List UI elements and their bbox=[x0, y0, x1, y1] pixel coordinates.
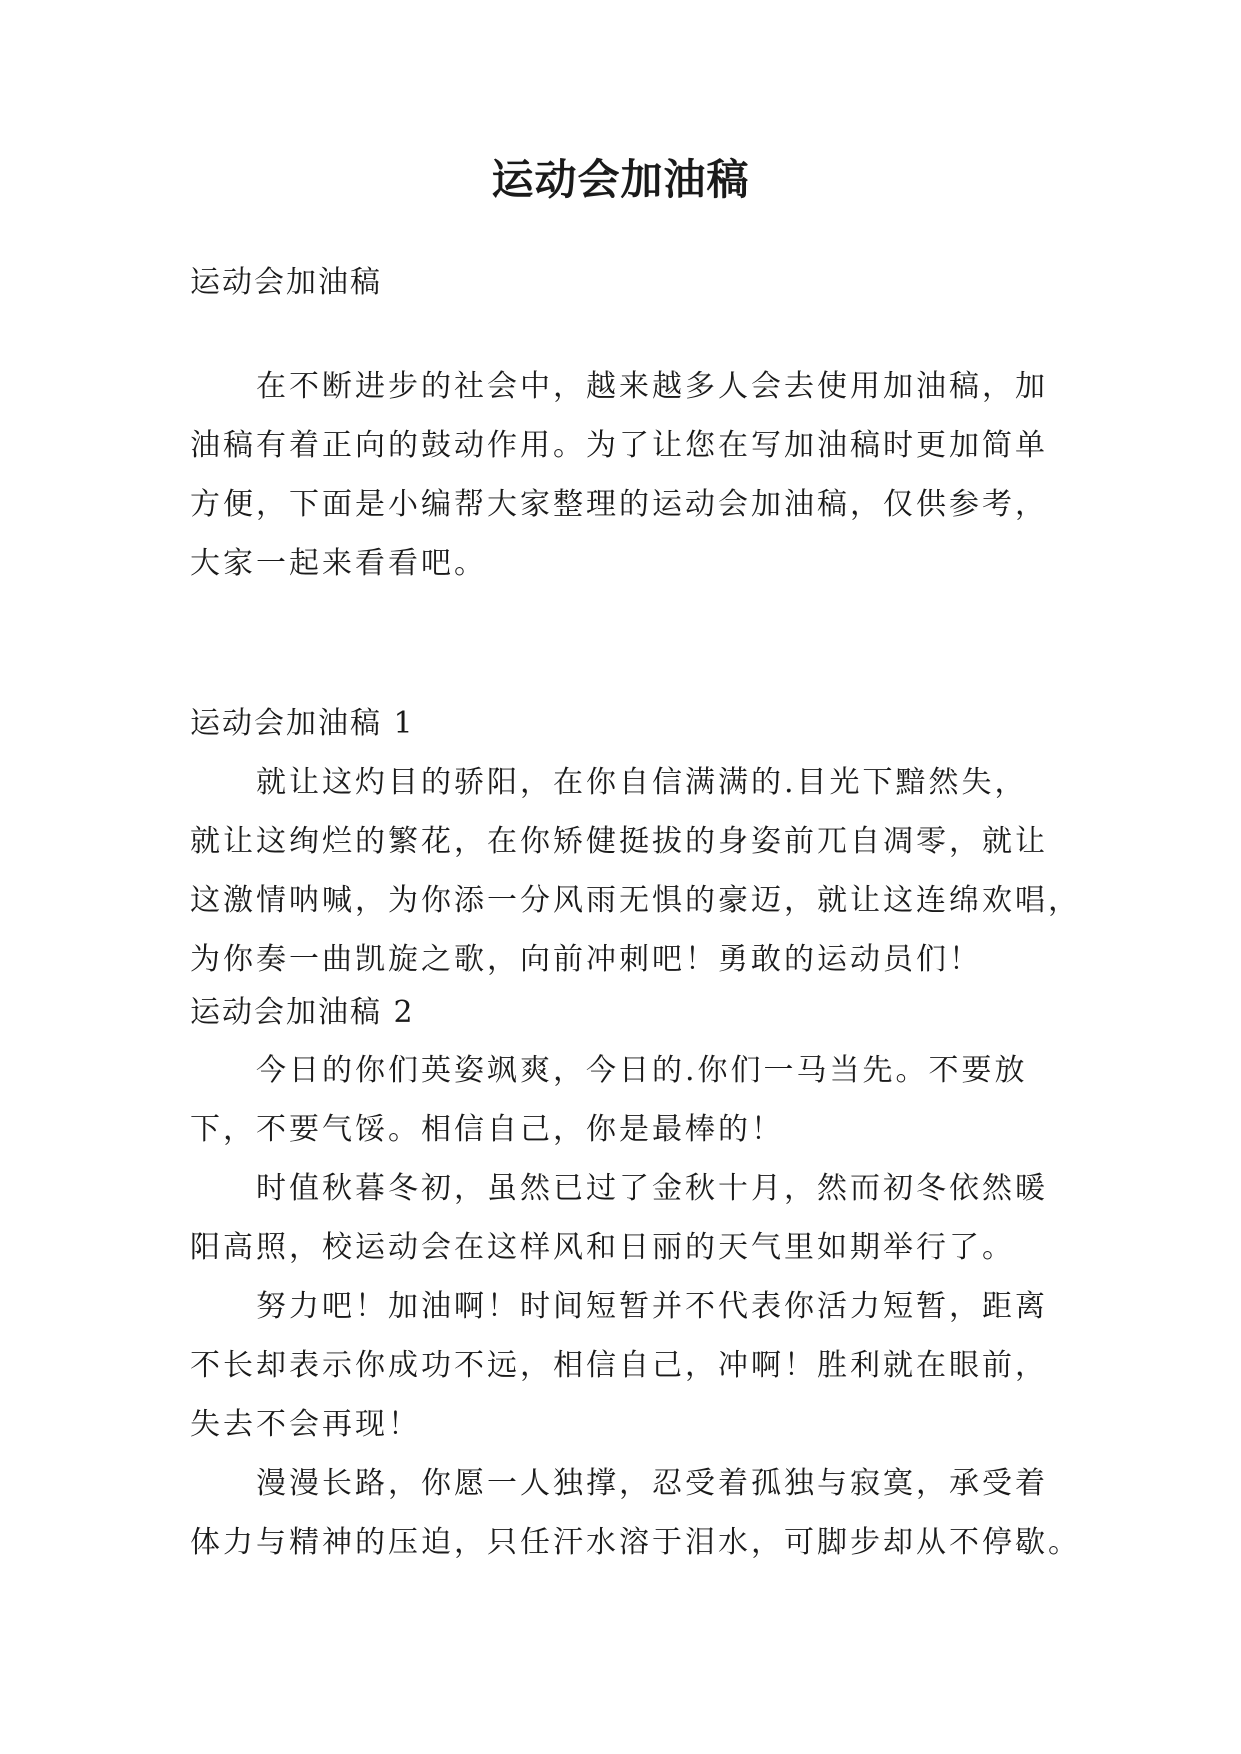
section2-para1-line: 下，不要气馁。相信自己，你是最棒的！ bbox=[190, 1112, 784, 1147]
section1-heading: 运动会加油稿 1 bbox=[190, 706, 415, 741]
section2-para1-line: 今日的你们英姿飒爽，今日的.你们一马当先。不要放 bbox=[256, 1053, 1028, 1088]
intro-line: 大家一起来看看吧。 bbox=[190, 546, 487, 581]
section2-para3-line: 不长却表示你成功不远，相信自己，冲啊！胜利就在眼前， bbox=[190, 1348, 1048, 1383]
section1-line: 就让这绚烂的繁花，在你矫健挺拔的身姿前兀自凋零，就让 bbox=[190, 824, 1048, 859]
section1-line: 就让这灼目的骄阳，在你自信满满的.目光下黯然失， bbox=[256, 765, 1028, 800]
section2-para4-line: 漫漫长路，你愿一人独撑，忍受着孤独与寂寞，承受着 bbox=[256, 1466, 1048, 1501]
section1-paragraph bbox=[190, 753, 1081, 989]
document-heading: 运动会加油稿 bbox=[190, 265, 382, 300]
intro-line: 方便，下面是小编帮大家整理的运动会加油稿，仅供参考， bbox=[190, 487, 1048, 522]
section1-line: 为你奏一曲凯旋之歌，向前冲刺吧！勇敢的运动员们！ bbox=[190, 942, 982, 977]
intro-paragraph bbox=[190, 357, 1060, 593]
section2-para3-line: 失去不会再现！ bbox=[190, 1407, 421, 1442]
section2-para3-line: 努力吧！加油啊！时间短暂并不代表你活力短暂，距离 bbox=[256, 1289, 1048, 1324]
section2-heading: 运动会加油稿 2 bbox=[190, 995, 415, 1030]
section1-line: 这激情呐喊，为你添一分风雨无惧的豪迈，就让这连绵欢唱， bbox=[190, 883, 1081, 918]
document-title: 运动会加油稿 bbox=[491, 155, 750, 204]
section2-body bbox=[190, 1041, 1081, 1572]
section2-para2-line: 阳高照，校运动会在这样风和日丽的天气里如期举行了。 bbox=[190, 1230, 1015, 1265]
section2-para4-line: 体力与精神的压迫，只任汗水溶于泪水，可脚步却从不停歇。 bbox=[190, 1525, 1081, 1560]
intro-line: 油稿有着正向的鼓动作用。为了让您在写加油稿时更加简单 bbox=[190, 428, 1048, 463]
intro-line: 在不断进步的社会中，越来越多人会去使用加油稿，加 bbox=[256, 369, 1048, 404]
section2-para2-line: 时值秋暮冬初，虽然已过了金秋十月，然而初冬依然暖 bbox=[256, 1171, 1048, 1206]
